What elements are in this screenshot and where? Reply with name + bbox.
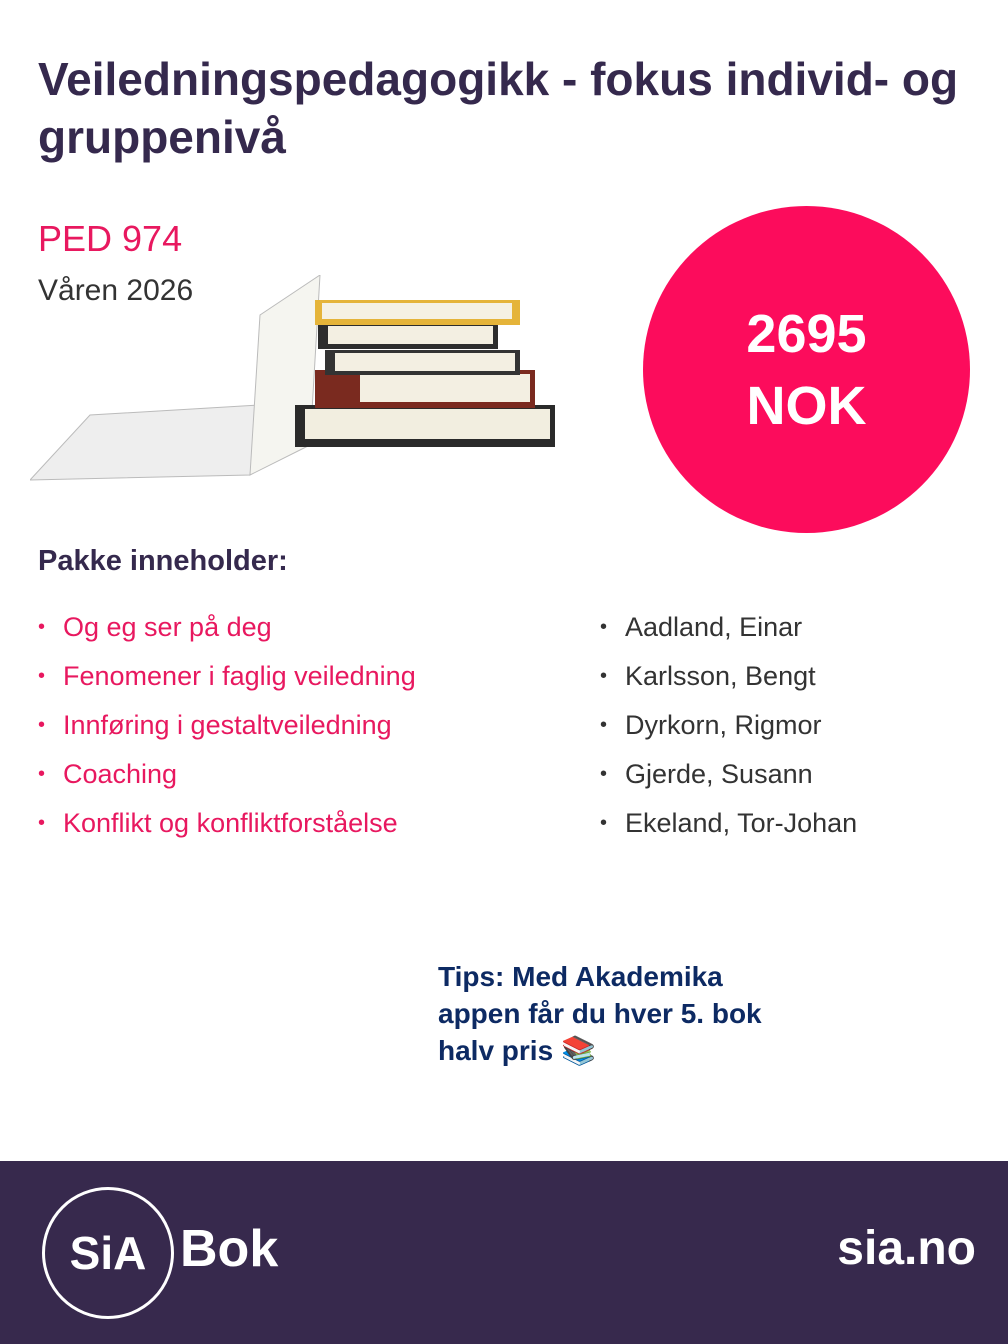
course-code: PED 974 xyxy=(38,218,183,259)
book-title: • Konflikt og konfliktforståelse xyxy=(38,799,416,848)
package-heading: Pakke inneholder: xyxy=(38,545,288,577)
footer xyxy=(0,1161,1008,1344)
book-title: • Og eg ser på deg xyxy=(38,603,416,652)
books-icon: 📚 xyxy=(560,1035,596,1066)
tips-label: Tips: Med Akademika appen får du hver 5. bok halv pris xyxy=(438,961,762,1066)
book-author: • Gjerde, Susann xyxy=(600,750,857,799)
logo-suffix: Bok xyxy=(180,1220,279,1278)
book-author: • Ekeland, Tor-Johan xyxy=(600,799,857,848)
book-author: • Karlsson, Bengt xyxy=(600,652,857,701)
author-list xyxy=(600,603,857,848)
price-currency: NOK xyxy=(746,375,867,436)
sia-logo: SiA xyxy=(42,1187,174,1319)
term: Våren 2026 xyxy=(38,274,194,307)
price-badge xyxy=(643,206,970,533)
page-title: Veiledningspedagogikk - fokus individ- og gruppenivå xyxy=(38,53,959,163)
books-illustration xyxy=(30,275,560,490)
book-title: • Coaching xyxy=(38,750,416,799)
book-title-list xyxy=(38,603,416,848)
book-title: • Fenomener i faglig veiledning xyxy=(38,652,416,701)
tips-text xyxy=(438,958,778,1069)
website-link[interactable]: sia.no xyxy=(837,1222,976,1275)
book-title: • Innføring i gestaltveiledning xyxy=(38,701,416,750)
book-author: • Aadland, Einar xyxy=(600,603,857,652)
book-author: • Dyrkorn, Rigmor xyxy=(600,701,857,750)
price-amount: 2695 xyxy=(746,303,867,364)
